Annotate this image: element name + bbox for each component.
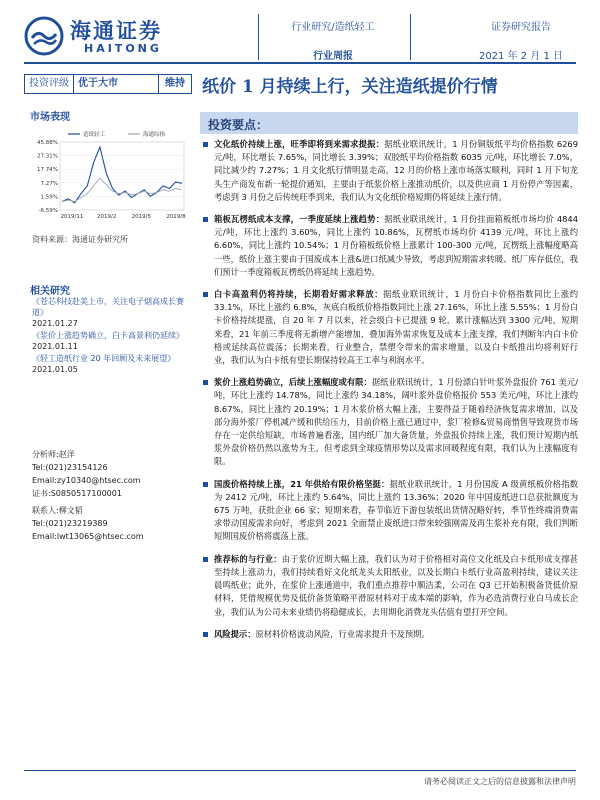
x-tick-label: 2019/8 bbox=[166, 214, 186, 220]
legend-label: 海通综指 bbox=[143, 132, 166, 138]
rating-status: 维持 bbox=[158, 75, 191, 93]
report-type: 行业周报 bbox=[313, 51, 353, 62]
related-item-title: 《轻工造纸行业 20 年回顾及未来展望》 bbox=[32, 354, 176, 363]
related-item-date: 2021.01.27 bbox=[32, 319, 78, 328]
analyst-info bbox=[32, 448, 188, 500]
header-label-block bbox=[466, 18, 576, 62]
bullet-square-icon bbox=[203, 292, 208, 297]
related-research-title: 相关研究 bbox=[30, 286, 70, 297]
y-tick-label: -6.59% bbox=[38, 208, 58, 214]
analyst-cert: 证书:S0850517100001 bbox=[32, 489, 122, 498]
key-point-paragraph bbox=[200, 376, 578, 468]
key-point-heading: 白卡高盈利仍将持续，长期看好需求释放： bbox=[214, 289, 384, 300]
key-point-paragraph bbox=[200, 553, 578, 619]
key-point-text: 由于浆价近期大幅上涨，我们认为对于价格相对高位文化纸及白卡纸形成支撑甚至持续上涨动力，我们持续看好文化纸龙头太阳纸业，以及长期白卡纸行业高盈利持续，建议关注晨鸣纸业；此外，在浆价上涨通道中，我们重点推荐中顺洁柔，公司在 Q3 已开始积极备货低价原材料，凭借规模优势及低价备货策略平滑原材料对于成本端的影响，作为必选消费行业白马成长企业，我们认为公司未来业绩仍将稳健成长，去用期化消费龙头估值有望打开空间。 bbox=[214, 553, 578, 617]
key-point-heading: 箱板瓦楞纸成本支撑，一季度延续上涨趋势： bbox=[214, 214, 385, 225]
key-point-paragraph bbox=[200, 213, 578, 279]
y-tick-label: 45.88% bbox=[37, 140, 58, 146]
series-line-paper-light-industry bbox=[62, 147, 182, 203]
bullet-square-icon bbox=[203, 482, 208, 487]
bullet-square-icon bbox=[203, 142, 208, 147]
report-date: 2021 年 2 月 1 日 bbox=[478, 51, 564, 62]
key-point-heading: 推荐标的与行业： bbox=[214, 553, 282, 564]
report-title: 纸价 1 月持续上行，关注造纸提价行情 bbox=[202, 77, 498, 97]
x-tick-label: 2019/2 bbox=[96, 214, 117, 220]
rating-label: 投资评级 bbox=[25, 75, 74, 93]
related-item-date: 2021.01.11 bbox=[32, 342, 78, 351]
contact-tel: Tel:(021)23219389 bbox=[32, 519, 108, 528]
related-item[interactable] bbox=[32, 330, 188, 352]
y-tick-label: 27.31% bbox=[37, 153, 58, 160]
investment-rating bbox=[24, 74, 192, 94]
key-point-heading: 风险提示： bbox=[214, 628, 256, 639]
contact-email[interactable]: Email:lwt13065@htsec.com bbox=[32, 532, 144, 541]
report-category: 行业研究/造纸轻工 bbox=[291, 22, 375, 33]
analyst-name: 分析师:赵洋 bbox=[32, 450, 75, 459]
bullet-square-icon bbox=[203, 217, 208, 222]
legend-label: 造纸轻工 bbox=[83, 132, 106, 138]
x-tick-label: 2019/11 bbox=[60, 214, 84, 220]
related-item-title: 《苍芯科技赴美上市，关注电子烟高成长赛道》 bbox=[32, 297, 184, 317]
key-point-paragraph bbox=[200, 478, 578, 544]
bullet-square-icon bbox=[203, 632, 208, 637]
haitong-logo bbox=[24, 14, 194, 58]
market-performance-title: 市场表现 bbox=[30, 112, 70, 123]
key-point-heading: 文化纸价持续上涨，旺季即将到来需求提振： bbox=[214, 139, 385, 149]
key-points-body bbox=[200, 138, 578, 650]
y-tick-label: 7.27% bbox=[40, 180, 58, 187]
contact-info bbox=[32, 504, 188, 543]
key-point-text: 据纸业联讯统计，1 月份国废 A 级黄纸板价格指数为 2412 元/吨，环比上涨约 5.64%，同比上涨约 13.36%；2020 年中国废纸进口总获批额度为 675 万吨，获批企业 66 家；短期来看，春节临近下游包装纸出货情况略好转，季节性终端消费需求带动国废需求向好，考虑到 2021 全面禁止废纸进口带来较强刚需及再生浆补充有限，我们判断短期国废价格将震荡上涨。 bbox=[214, 478, 578, 542]
header-category-block bbox=[258, 18, 408, 62]
report-label: 证券研究报告 bbox=[491, 22, 551, 33]
key-point-text: 据纸业联讯统计，1 月份挂面箱板纸市场均价 4844 元/吨，环比上涨约 3.60%，同比上涨约 10.86%，瓦楞纸市场均价 4139 元/吨，环比上涨约 6.60%，同比上涨约 10.54%；1 月份箱板纸价格上涨累计 100-300 元/吨，瓦楞纸上涨幅度略高一些，纸价上涨主要由于国废成本上涨&进口纸减少导致，考虑到短期需求转暖、纸厂库存低位，我们预计一季度箱板瓦楞纸仍将延续上涨趋势。 bbox=[214, 214, 578, 277]
key-points-header bbox=[200, 112, 578, 134]
market-performance-chart bbox=[30, 126, 188, 226]
x-tick-label: 2019/5 bbox=[131, 214, 152, 220]
disclaimer-footer: 请务必阅读正文之后的信息披露和法律声明 bbox=[424, 777, 576, 786]
bullet-square-icon bbox=[203, 380, 208, 385]
chart-frame bbox=[60, 142, 184, 210]
key-point-heading: 浆价上涨趋势确立，后续上涨幅度或有限： bbox=[214, 377, 372, 388]
y-tick-label: 17.74% bbox=[37, 167, 58, 174]
rating-value: 优于大市 bbox=[78, 78, 118, 89]
key-point-heading: 国废价格持续上涨，21 年供给有限价格坚挺： bbox=[214, 478, 390, 489]
key-point-text: 据纸业联讯统计，1 月份漂白针叶浆外盘报价 761 美元/吨，环比上涨约 14.78%，同比上涨约 34.18%，阔叶浆外盘价格报价 553 美元/吨，环比上涨约 8.67%，同比上涨约 20.19%；1 月木浆价格大幅上涨，主要得益于随着经济恢复需求增加，以及部分海外浆厂停机减产缓和供给压力，目前价格上涨已通过中，浆厂检修&贸易商惜售导致现货市场存在一定供给短缺，市场普遍看涨，国内纸厂加大备货量，外盘报价持续上涨，我们预计短期内纸浆外盘价格仍然以涨势为主，但考虑到全球疫情形势以及需求回暖程度有限，我们认为上涨幅度有限。 bbox=[214, 377, 578, 467]
logo-chinese-name: 海通证券 bbox=[70, 18, 162, 43]
key-point-paragraph bbox=[200, 138, 578, 204]
contact-name: 联系人:柳文韬 bbox=[32, 506, 83, 515]
bullet-square-icon bbox=[203, 557, 208, 562]
key-point-text: 据纸业联讯统计，1 月份铜版纸平均价格指数 6269 元/吨，环比增长 7.65%，同比增长 3.39%；双胶纸平均价格指数 6035 元/吨，环比增长 7.0%，同比减少约 7.27%；1 月文化纸行情明显走高，12 月的价格上涨市场落实顺利，同时 1 月下旬龙头生产商发布新一轮提价通知，主要由于纸浆价格上涨推动纸价，以及供应商 1 月份停产等因素，考虑到 3 月份之后传统旺季到来，我们认为文化纸价格短期仍将延续上涨行情。 bbox=[214, 139, 578, 202]
related-item[interactable] bbox=[32, 296, 188, 329]
header-rule bbox=[24, 62, 576, 64]
analyst-email[interactable]: Email:zy10340@htsec.com bbox=[32, 476, 141, 485]
footer-rule bbox=[24, 770, 576, 771]
haitong-emblem-icon bbox=[24, 16, 64, 56]
key-point-paragraph bbox=[200, 288, 578, 367]
analyst-tel: Tel:(021)23154126 bbox=[32, 463, 108, 472]
header-divider bbox=[410, 14, 411, 60]
logo-english-name: HAITONG bbox=[84, 42, 162, 55]
related-research-list bbox=[32, 296, 188, 376]
series-line-haitong-index bbox=[62, 178, 182, 201]
chart-source: 资料来源：海通证券研究所 bbox=[32, 235, 128, 244]
key-points-title: 投资要点： bbox=[208, 118, 269, 132]
key-point-paragraph bbox=[200, 628, 578, 641]
related-item-title: 《浆价上涨趋势确立，白卡高景利仍延续》 bbox=[32, 331, 184, 340]
key-point-text: 原材料价格波动风险，行业需求提升不及预期。 bbox=[255, 628, 430, 639]
related-item[interactable] bbox=[32, 353, 188, 375]
key-point-text: 据纸业联讯统计，1 月份白卡价格指数同比上涨约 33.1%，环比上涨约 6.8%，灰底白板纸价格指数同比上涨 27.16%，环比上涨 5.55%；1 月份白卡价格持续提涨，自 20 年 7 月以来，社会级白卡已提涨 9 轮，累计涨幅达到 3300 元/吨，短期来看，21 年前三季度将无新增产能增加，叠加海外需求恢复及成本上涨支撑，我们判断年内白卡价格或延续高位震荡；长期来看，行业整合，禁塑令带来的需求增量，以及白卡纸推出均将利好行业，我们认为白卡纸有望长期保持较高王工率与利润水平。 bbox=[214, 289, 578, 366]
y-tick-label: 1.59% bbox=[40, 194, 58, 201]
related-item-date: 2021.01.05 bbox=[32, 365, 78, 374]
